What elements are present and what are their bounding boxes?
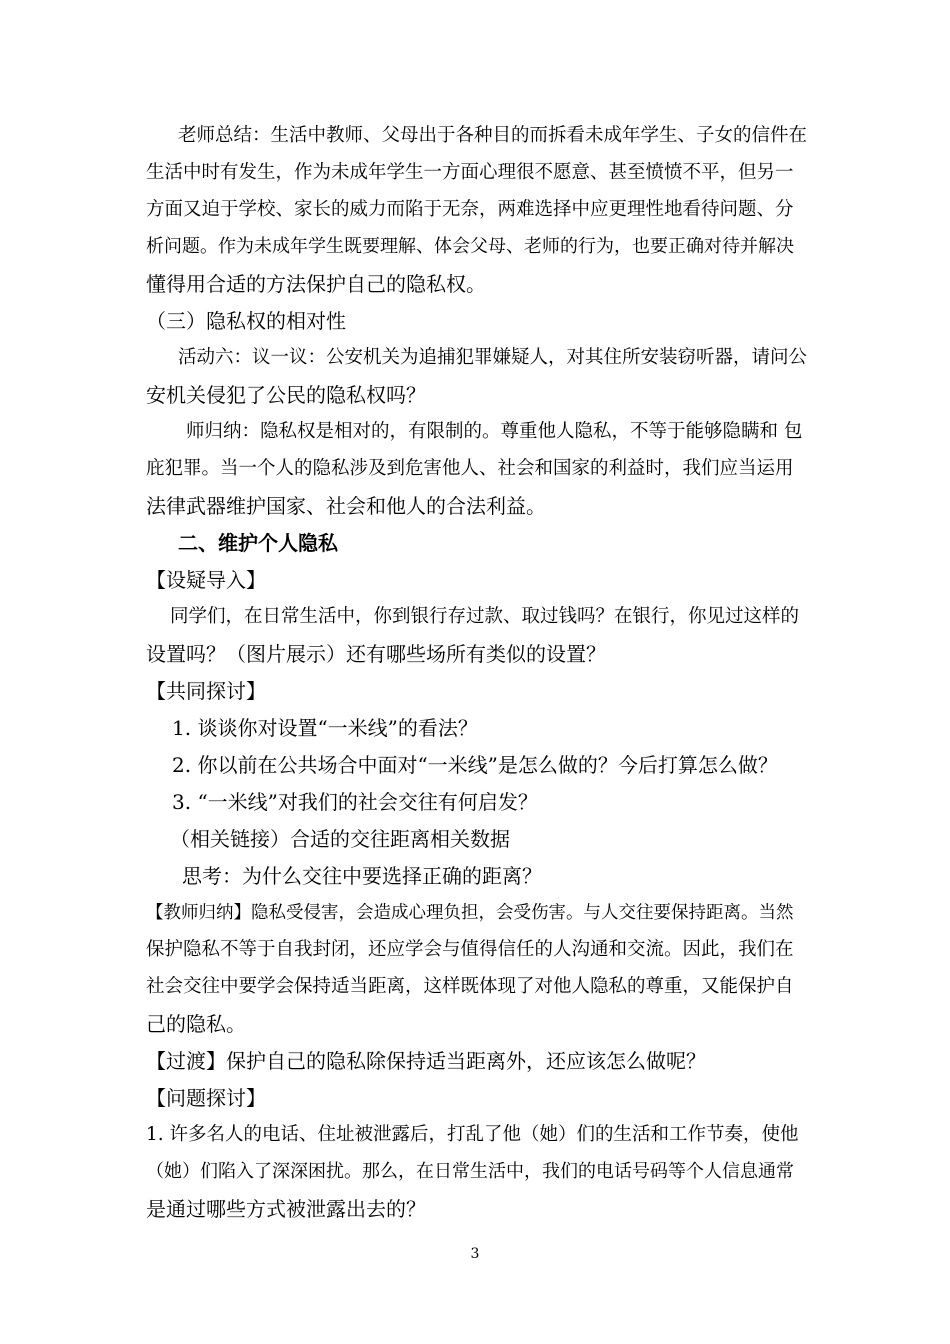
paragraph-line: （相关链接）合适的交往距离相关数据 [170, 827, 510, 851]
page-number: 3 [470, 1246, 480, 1262]
paragraph-line: （她）们陷入了深深困扰。那么，在日常生活中，我们的电话号码等个人信息通常 [146, 1161, 794, 1182]
list-item: 3. “一米线”对我们的社会交往有何启发？ [172, 790, 538, 814]
paragraph-line: 思考：为什么交往中要选择正确的距离？ [182, 864, 542, 888]
paragraph-line: 生活中时有发生，作为未成年学生一方面心理很不愿意、甚至愤愤不平，但另一 [146, 162, 794, 183]
paragraph-line: 设置吗？（图片展示）还有哪些场所有类似的设置？ [146, 642, 606, 666]
section-heading: （三）隐私权的相对性 [146, 309, 346, 333]
paragraph-line: 保护隐私不等于自我封闭，还应学会与值得信任的人沟通和交流。因此，我们在 [146, 939, 794, 960]
paragraph-line: 方面又迫于学校、家长的威力而陷于无奈，两难选择中应更理性地看待问题、分 [146, 199, 794, 220]
paragraph-line: 己的隐私。 [146, 1012, 246, 1036]
list-item: 2. 你以前在公共场合中面对“一米线”是怎么做的？今后打算怎么做？ [172, 753, 778, 777]
section-heading: 二、维护个人隐私 [178, 531, 338, 555]
paragraph-line: 活动六：议一议：公安机关为追捕犯罪嫌疑人，对其住所安装窃听器，请问公 [178, 347, 808, 368]
paragraph-line: 析问题。作为未成年学生既要理解、体会父母、老师的行为，也要正确对待并解决 [146, 236, 794, 257]
paragraph-line: 安机关侵犯了公民的隐私权吗？ [146, 383, 426, 407]
paragraph-line: 是通过哪些方式被泄露出去的？ [146, 1197, 426, 1221]
paragraph-line: 同学们，在日常生活中，你到银行存过款、取过钱吗？在银行，你见过这样的 [170, 606, 800, 627]
bracket-label: 【共同探讨】 [146, 679, 266, 703]
paragraph-line: 【过渡】保护自己的隐私除保持适当距离外，还应该怎么做呢？ [146, 1049, 706, 1073]
paragraph-line: 老师总结：生活中教师、父母出于各种目的而拆看未成年学生、子女的信件在 [178, 125, 808, 146]
paragraph-line: 法律武器维护国家、社会和他人的合法利益。 [146, 494, 546, 518]
paragraph-line: 【教师归纳】隐私受侵害，会造成心理负担，会受伤害。与人交往要保持距离。当然 [146, 903, 794, 923]
bracket-label: 【问题探讨】 [146, 1086, 266, 1110]
bracket-label: 【设疑导入】 [146, 568, 266, 592]
list-item: 1. 谈谈你对设置“一米线”的看法？ [172, 716, 478, 740]
paragraph-line: 社会交往中要学会保持适当距离，这样既体现了对他人隐私的尊重，又能保护自 [146, 976, 794, 997]
list-item: 1. 许多名人的电话、住址被泄露后，打乱了他（她）们的生活和工作节奏，使他 [146, 1124, 799, 1145]
paragraph-line: 庇犯罪。当一个人的隐私涉及到危害他人、社会和国家的利益时，我们应当运用 [146, 458, 794, 479]
paragraph-line: 懂得用合适的方法保护自己的隐私权。 [146, 272, 486, 296]
paragraph-line: 师归纳：隐私权是相对的，有限制的。尊重他人隐私，不等于能够隐瞒和 包 [186, 421, 803, 442]
